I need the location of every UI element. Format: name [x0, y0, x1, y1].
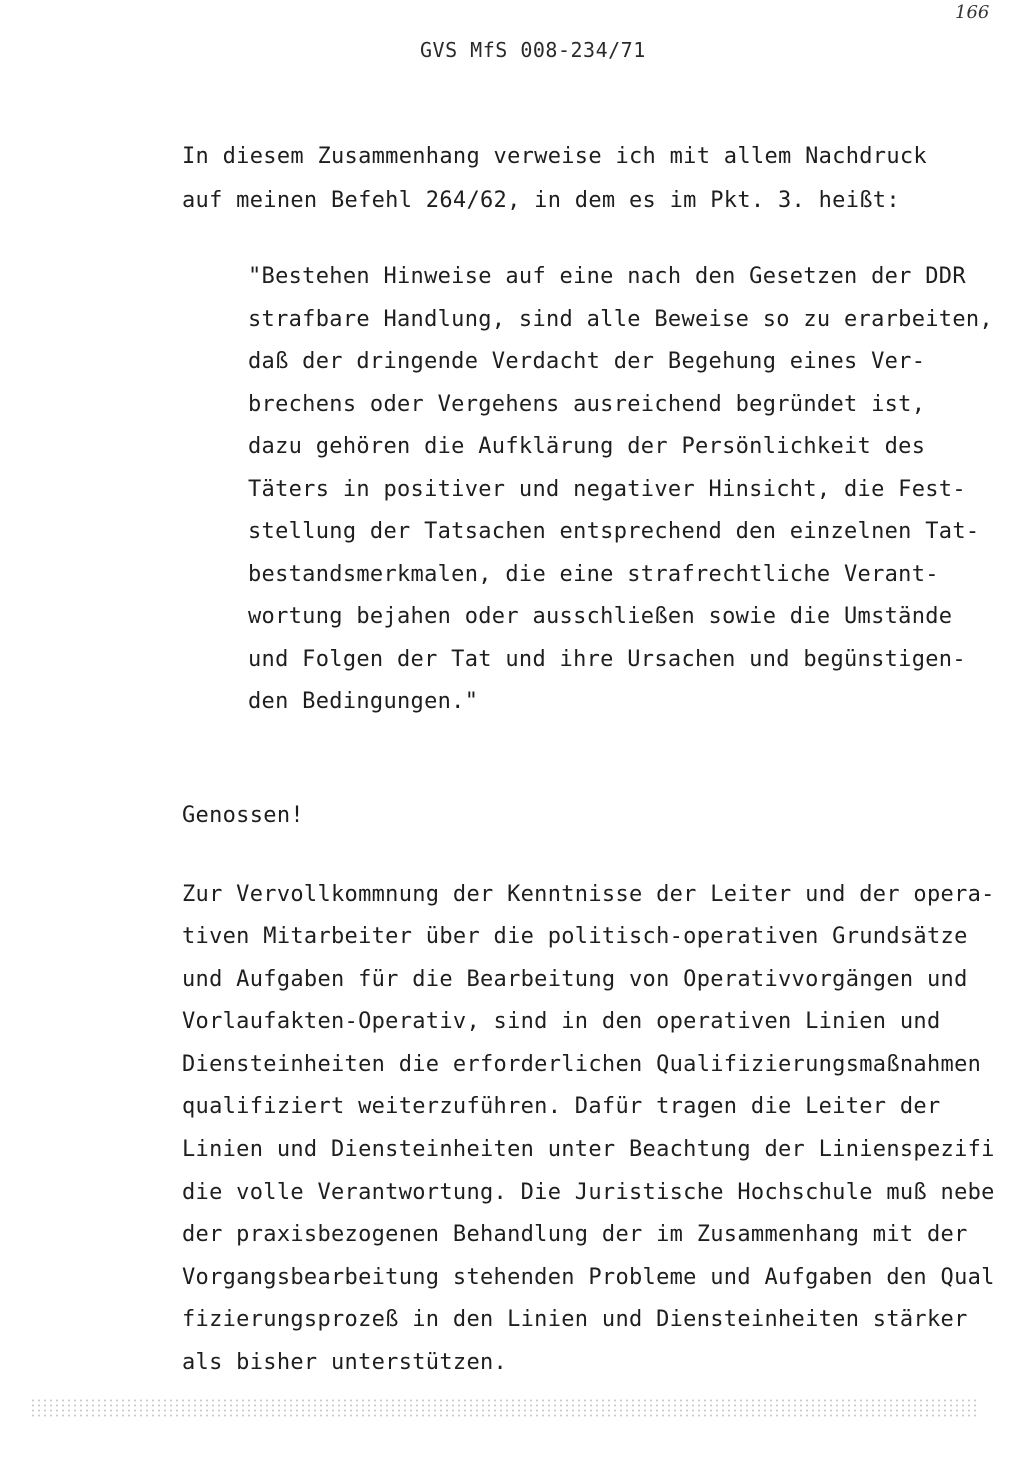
body-line: Diensteinheiten die erforderlichen Qualifizierungsmaßnahmen — [182, 1052, 982, 1077]
quote-line: Täters in positiver und negativer Hinsicht, die Fest- — [248, 477, 966, 502]
quote-line: dazu gehören die Aufklärung der Persönlichkeit des — [248, 434, 926, 459]
quote-line: brechens oder Vergehens ausreichend begründet ist, — [248, 392, 926, 417]
body-line: tiven Mitarbeiter über die politisch-operativen Grundsätze — [182, 924, 968, 949]
quote-line: "Bestehen Hinweise auf eine nach den Gesetzen der DDR — [248, 264, 966, 289]
salutation: Genossen! — [182, 803, 304, 828]
quote-line: und Folgen der Tat und ihre Ursachen und begünstigen- — [248, 647, 966, 672]
scan-artifact — [30, 1398, 980, 1418]
body-line: Linien und Diensteinheiten unter Beachtung der Linienspezifi — [182, 1137, 995, 1162]
body-line: und Aufgaben für die Bearbeitung von Operativvorgängen und — [182, 967, 968, 992]
body-line: Vorlaufakten-Operativ, sind in den operativen Linien und — [182, 1009, 941, 1034]
body-line: fizierungsprozeß in den Linien und Diensteinheiten stärker — [182, 1307, 968, 1332]
body-line: die volle Verantwortung. Die Juristische Hochschule muß nebe — [182, 1180, 995, 1205]
intro-line: In diesem Zusammenhang verweise ich mit allem Nachdruck — [182, 144, 927, 169]
quote-line: wortung bejahen oder ausschließen sowie die Umstände — [248, 604, 953, 629]
quote-line: strafbare Handlung, sind alle Beweise so zu erarbeiten, — [248, 307, 993, 332]
quote-line: stellung der Tatsachen entsprechend den einzelnen Tat- — [248, 519, 980, 544]
quote-line: daß der dringende Verdacht der Begehung eines Ver- — [248, 349, 926, 374]
body-line: Vorgangsbearbeitung stehenden Probleme und Aufgaben den Qual — [182, 1265, 995, 1290]
quote-line: bestandsmerkmalen, die eine strafrechtliche Verant- — [248, 562, 939, 587]
body-line: qualifiziert weiterzuführen. Dafür tragen die Leiter der — [182, 1094, 941, 1119]
intro-line: auf meinen Befehl 264/62, in dem es im Pkt. 3. heißt: — [182, 188, 900, 213]
page-number: 166 — [955, 2, 990, 23]
body-line: Zur Vervollkommnung der Kenntnisse der Leiter und der opera- — [182, 882, 995, 907]
body-line: der praxisbezogenen Behandlung der im Zusammenhang mit der — [182, 1222, 968, 1247]
quote-line: den Bedingungen." — [248, 689, 479, 714]
classification-header: GVS MfS 008-234/71 — [420, 38, 646, 62]
body-line: als bisher unterstützen. — [182, 1350, 508, 1375]
